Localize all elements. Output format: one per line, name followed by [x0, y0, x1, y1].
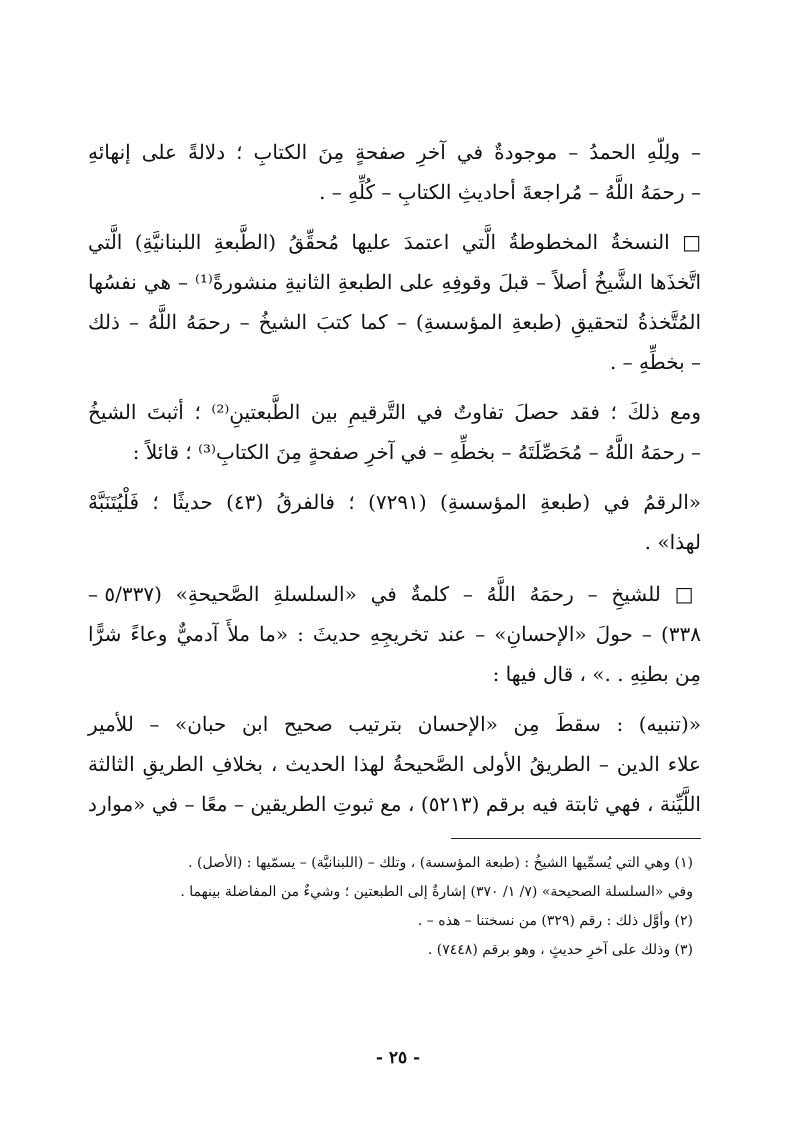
footnote-line: (١) وهي التي يُسمِّيها الشيخُ : (طبعة المؤسسة) ، وتلك – (اللبنانيَّة) – يسمّيها : (الأصل) .: [188, 855, 693, 871]
footnote-separator: [451, 838, 701, 839]
body-line: – ولِلّهِ الحمدُ – موجودةٌ في آخرِ صفحةٍ مِنَ الكتابِ ؛ دلالةً على إنهائهِ: [88, 140, 701, 164]
body-line: «(تنبيه) : سقطَ مِن «الإحسان بترتيب صحيح ابن حبان» – للأمير: [88, 712, 701, 736]
page: [88, 0, 701, 1123]
body-line: «الرقمُ في (طبعةِ المؤسسةِ) (٧٢٩١) ؛ فالفرقُ (٤٣) حديثًا ؛ فَلْيُتَنَبَّهْ: [88, 490, 701, 514]
footnote-line: (٢) وأوَّل ذلك : رقم (٣٢٩) من نسختنا – هذه – .: [417, 913, 693, 929]
body-line: – رحمَهُ اللَّهُ – مُحَصِّلَتَهُ – بخطِّهِ – في آخرِ صفحةٍ مِنَ الكتابِ⁽³⁾ ؛ قائلاً :: [132, 440, 701, 464]
page-number: - ٢٥ -: [375, 1048, 421, 1068]
body-line: – بخطِّهِ – .: [609, 350, 701, 374]
body-line: اللَّيِّنة ، فهي ثابتة فيه برقم (٥٢١٣) ، مع ثبوتِ الطريقين – معًا – في «موارد: [88, 792, 701, 816]
body-line: اتَّخذَها الشَّيخُ أصلاً – قبلَ وقوفِهِ على الطبعةِ الثانيةِ منشورةً⁽¹⁾ – هي نفسُها: [88, 270, 702, 294]
footnote-line: (٣) وذلك على آخرِ حديثٍ ، وهو برقم (٧٤٤٨) .: [427, 942, 693, 958]
body-line: – رحمَهُ اللَّهُ – مُراجعةَ أحاديثِ الكتابِ – كُلِّهِ – .: [319, 180, 701, 204]
body-line: المُتَّخذةُ لتحقيقِ (طبعةِ المؤسسةِ) – كما كتبَ الشيخُ – رحمَهُ اللَّهُ – ذلك: [88, 310, 701, 334]
body-line: ومع ذلكَ ؛ فقد حصلَ تفاوتٌ في التَّرقيمِ بين الطَّبعتينِ⁽²⁾ ؛ أثبتَ الشيخُ: [88, 400, 702, 424]
footnote-line: وفي «السلسلة الصحيحة» (٧/ ١/ ٣٧٠) إشارةٌ إلى الطبعتين ؛ وشيءٌ من المفاضلة بينهما .: [180, 884, 693, 900]
body-line: □ النسخةُ المخطوطةُ الَّتي اعتمدَ عليها مُحقِّقُ (الطَّبعةِ اللبنانيَّةِ) الَّتي: [88, 230, 701, 254]
body-line: علاء الدين – الطريقُ الأولى الصَّحيحةُ لهذا الحديث ، بخلافِ الطريقِ الثالثة: [88, 752, 701, 776]
body-line: ٣٣٨) – حولَ «الإحسانِ» – عند تخريجِهِ حديثَ : «ما ملأَ آدميٌّ وعاءً شرًّا: [88, 622, 701, 646]
body-line: مِن بطنِهِ . .» ، قال فيها :: [492, 662, 701, 686]
body-line: □ للشيخِ – رحمَهُ اللَّهُ – كلمةٌ في «السلسلةِ الصَّحيحةِ» (٥/٣٣٧ –: [88, 582, 701, 606]
body-line: لهذا» .: [644, 530, 701, 554]
